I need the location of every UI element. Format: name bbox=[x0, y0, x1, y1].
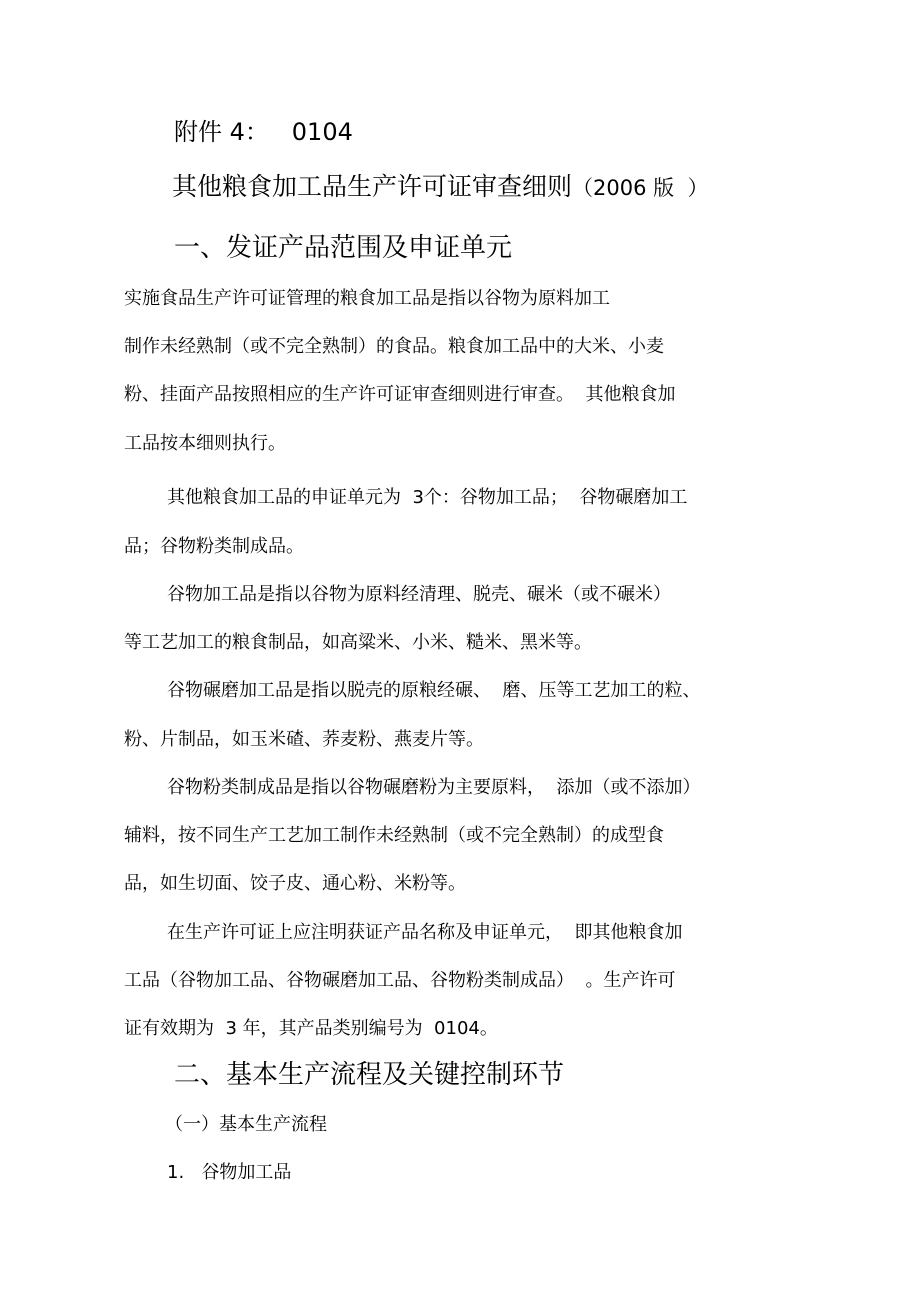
paragraph-line: 工品（谷物加工品、谷物碾磨加工品、谷物粉类制成品） 。生产许可 bbox=[124, 970, 676, 991]
paragraph-line: 其他粮食加工品的申证单元为 3个：谷物加工品； 谷物碾磨加工 bbox=[167, 487, 688, 508]
document-title-text: 其他粮食加工品生产许可证审查细则 bbox=[172, 172, 573, 201]
list-item: 1. 谷物加工品 bbox=[167, 1162, 292, 1183]
paragraph-line: 等工艺加工的粮食制品，如高粱米、小米、糙米、黑米等。 bbox=[124, 632, 592, 653]
paragraph-line: 实施食品生产许可证管理的粮食加工品是指以谷物为原料加工 bbox=[124, 288, 610, 309]
edition-label: （2006 版 ） bbox=[572, 176, 709, 200]
paragraph-line: 谷物粉类制成品是指以谷物碾磨粉为主要原料， 添加（或不添加） bbox=[167, 777, 701, 798]
paragraph-line: 工品按本细则执行。 bbox=[124, 433, 286, 454]
attachment-label: 附件 4： 0104 bbox=[174, 118, 353, 146]
paragraph-line: 粉、片制品，如玉米碴、荞麦粉、燕麦片等。 bbox=[124, 729, 484, 750]
paragraph-line: 证有效期为 3 年，其产品类别编号为 0104。 bbox=[124, 1018, 498, 1039]
paragraph-line: 粉、挂面产品按照相应的生产许可证审查细则进行审查。 其他粮食加 bbox=[124, 384, 676, 405]
paragraph-line: 品，如生切面、饺子皮、通心粉、米粉等。 bbox=[124, 873, 466, 894]
paragraph-line: 辅料，按不同生产工艺加工制作未经熟制（或不完全熟制）的成型食 bbox=[124, 825, 664, 846]
paragraph-line: 品；谷物粉类制成品。 bbox=[124, 536, 304, 557]
section-2-heading: 二、基本生产流程及关键控制环节 bbox=[174, 1060, 565, 1090]
subsection-heading: （一）基本生产流程 bbox=[165, 1114, 327, 1135]
document-title bbox=[172, 174, 709, 199]
paragraph-line: 在生产许可证上应注明获证产品名称及申证单元， 即其他粮食加 bbox=[167, 922, 683, 943]
paragraph-line: 谷物碾磨加工品是指以脱壳的原粮经碾、 磨、压等工艺加工的粒、 bbox=[167, 680, 701, 701]
section-1-heading: 一、发证产品范围及申证单元 bbox=[174, 233, 513, 263]
paragraph-line: 谷物加工品是指以谷物为原料经清理、脱壳、碾米（或不碾米） bbox=[167, 584, 671, 605]
paragraph-line: 制作未经熟制（或不完全熟制）的食品。粮食加工品中的大米、小麦 bbox=[124, 336, 664, 357]
